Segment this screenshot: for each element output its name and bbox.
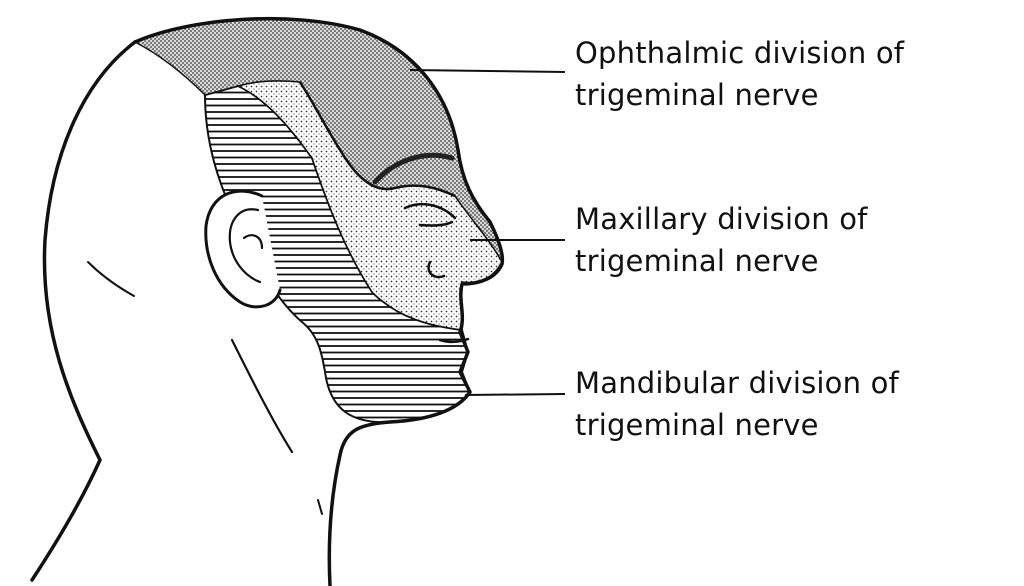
label-ophthalmic-line1: Ophthalmic division of: [575, 36, 905, 70]
leader-line-mandibular: [465, 394, 565, 395]
cheek-line: [88, 262, 134, 296]
label-maxillary: [575, 198, 868, 282]
label-mandibular-line1: Mandibular division of: [575, 366, 899, 400]
label-ophthalmic: [575, 32, 904, 116]
back-of-head-outline: [32, 42, 135, 580]
throat-mark: [318, 500, 322, 514]
leader-line-ophthalmic: [410, 70, 565, 72]
neck-line: [232, 340, 292, 452]
label-mandibular-line2: trigeminal nerve: [575, 408, 819, 442]
label-maxillary-line2: trigeminal nerve: [575, 244, 819, 278]
label-ophthalmic-line2: trigeminal nerve: [575, 78, 819, 112]
label-maxillary-line1: Maxillary division of: [575, 202, 868, 236]
label-mandibular: [575, 362, 899, 446]
